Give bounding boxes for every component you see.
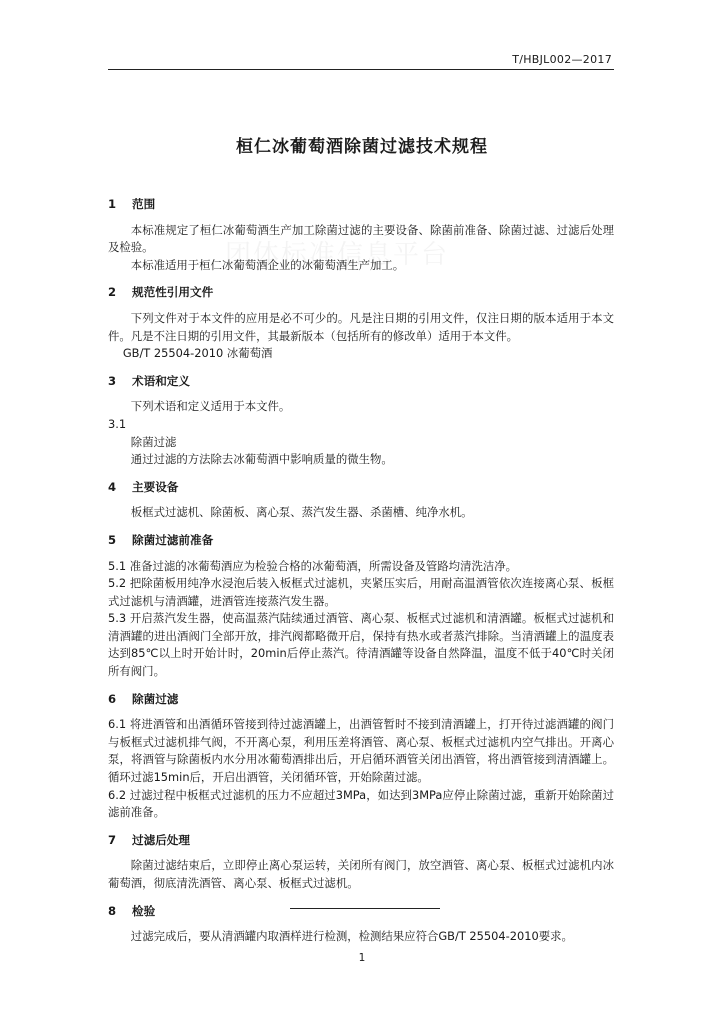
paragraph: 除菌过滤结束后，立即停止离心泵运转，关闭所有阀门，放空酒管、离心泵、板框式过滤机内冰葡萄酒，彻底清洗酒管、离心泵、板框式过滤机。 bbox=[108, 858, 614, 890]
section-heading-2 bbox=[108, 284, 614, 302]
clause-5-2: 5.2 把除菌板用纯净水浸泡后装入板框式过滤机，夹紧压实后，用耐高温酒管依次连接离心泵、板框式过滤机与清酒罐，进酒管连接蒸汽发生器。 bbox=[108, 576, 614, 608]
section-number: 4 bbox=[108, 479, 117, 494]
section-title: 规范性引用文件 bbox=[132, 285, 214, 300]
paragraph: 下列文件对于本文件的应用是必不可少的。凡是注日期的引用文件，仅注日期的版本适用于本文件。凡是不注日期的引用文件，其最新版本（包括所有的修改单）适用于本文件。 bbox=[108, 310, 614, 343]
paragraph: 本标准规定了桓仁冰葡萄酒生产加工除菌过滤的主要设备、除菌前准备、除菌过滤、过滤后处理及检验。 bbox=[108, 222, 614, 255]
paragraph: 下列术语和定义适用于本文件。 bbox=[130, 399, 291, 414]
section-number: 7 bbox=[108, 832, 117, 847]
term-definition: 通过过滤的方法除去冰葡萄酒中影响质量的微生物。 bbox=[130, 452, 393, 467]
clause-6-1: 6.1 将进酒管和出酒循环管接到待过滤酒罐上，出酒管暂时不接到清酒罐上，打开待过滤酒罐的阀门与板框式过滤机排气阀，不开离心泵，利用压差将酒管、离心泵、板框式过滤机内空气排出。开离心泵，将酒管与除菌板内水分用冰葡萄酒排出后，开启循环酒管关闭出酒管，将出酒管接到清酒罐上。循环过滤15min后，开启出酒管，关闭循环管，开始除菌过滤。 bbox=[108, 717, 614, 785]
document-title: 桓仁冰葡萄酒除菌过滤技术规程 bbox=[236, 137, 488, 157]
section-title: 术语和定义 bbox=[132, 373, 190, 388]
section-heading-4 bbox=[108, 479, 614, 497]
section-title: 除菌过滤 bbox=[132, 691, 179, 706]
section-heading-3 bbox=[108, 373, 614, 391]
section-title: 除菌过滤前准备 bbox=[132, 532, 214, 547]
paragraph: 本标准适用于桓仁冰葡萄酒企业的冰葡萄酒生产加工。 bbox=[130, 257, 405, 272]
section-heading-6 bbox=[108, 691, 614, 709]
document-body bbox=[108, 196, 614, 946]
end-rule bbox=[290, 908, 440, 909]
section-number: 2 bbox=[108, 285, 117, 300]
term-name: 除菌过滤 bbox=[130, 434, 177, 449]
section-heading-7 bbox=[108, 832, 614, 850]
paragraph: 过滤完成后，要从清酒罐内取酒样进行检测，检测结果应符合GB/T 25504-2010要求。 bbox=[130, 929, 573, 944]
section-heading-1 bbox=[108, 196, 614, 214]
reference-item: GB/T 25504-2010 冰葡萄酒 bbox=[122, 346, 273, 361]
page-number: 1 bbox=[358, 952, 366, 964]
standard-code: T/HBJL002—2017 bbox=[512, 53, 612, 66]
section-number: 3 bbox=[108, 373, 117, 388]
section-number: 5 bbox=[108, 532, 117, 547]
section-heading-5 bbox=[108, 532, 614, 550]
clause-6-2: 6.2 过滤过程中板框式过滤机的压力不应超过3MPa，如达到3MPa应停止除菌过滤，重新开始除菌过滤前准备。 bbox=[108, 787, 614, 820]
clause-5-1: 5.1 准备过滤的冰葡萄酒应为检验合格的冰葡萄酒，所需设备及管路均清洗洁净。 bbox=[108, 558, 518, 573]
clause-5-3: 5.3 开启蒸汽发生器，使高温蒸汽陆续通过酒管、离心泵、板框式过滤机和清酒罐。板框式过滤机和清酒罐的进出酒阀门全部开放，排汽阀都略微开启，保持有热水或者蒸汽排除。当清酒罐上的温度表达到85℃以上时开始计时，20min后停止蒸汽。待清酒罐等设备自然降温，温度不低于40℃时关闭所有阀门。 bbox=[108, 611, 614, 679]
section-number: 8 bbox=[108, 903, 117, 918]
section-title: 主要设备 bbox=[132, 479, 179, 494]
paragraph: 板框式过滤机、除菌板、离心泵、蒸汽发生器、杀菌槽、纯净水机。 bbox=[130, 505, 473, 520]
section-number: 1 bbox=[108, 197, 117, 211]
section-title: 检验 bbox=[132, 903, 156, 918]
section-title: 过滤后处理 bbox=[132, 832, 190, 847]
section-title: 范围 bbox=[132, 197, 156, 211]
section-heading-8 bbox=[108, 903, 614, 921]
header-rule bbox=[108, 69, 614, 70]
section-number: 6 bbox=[108, 691, 117, 706]
subsection-number: 3.1 bbox=[108, 416, 127, 431]
